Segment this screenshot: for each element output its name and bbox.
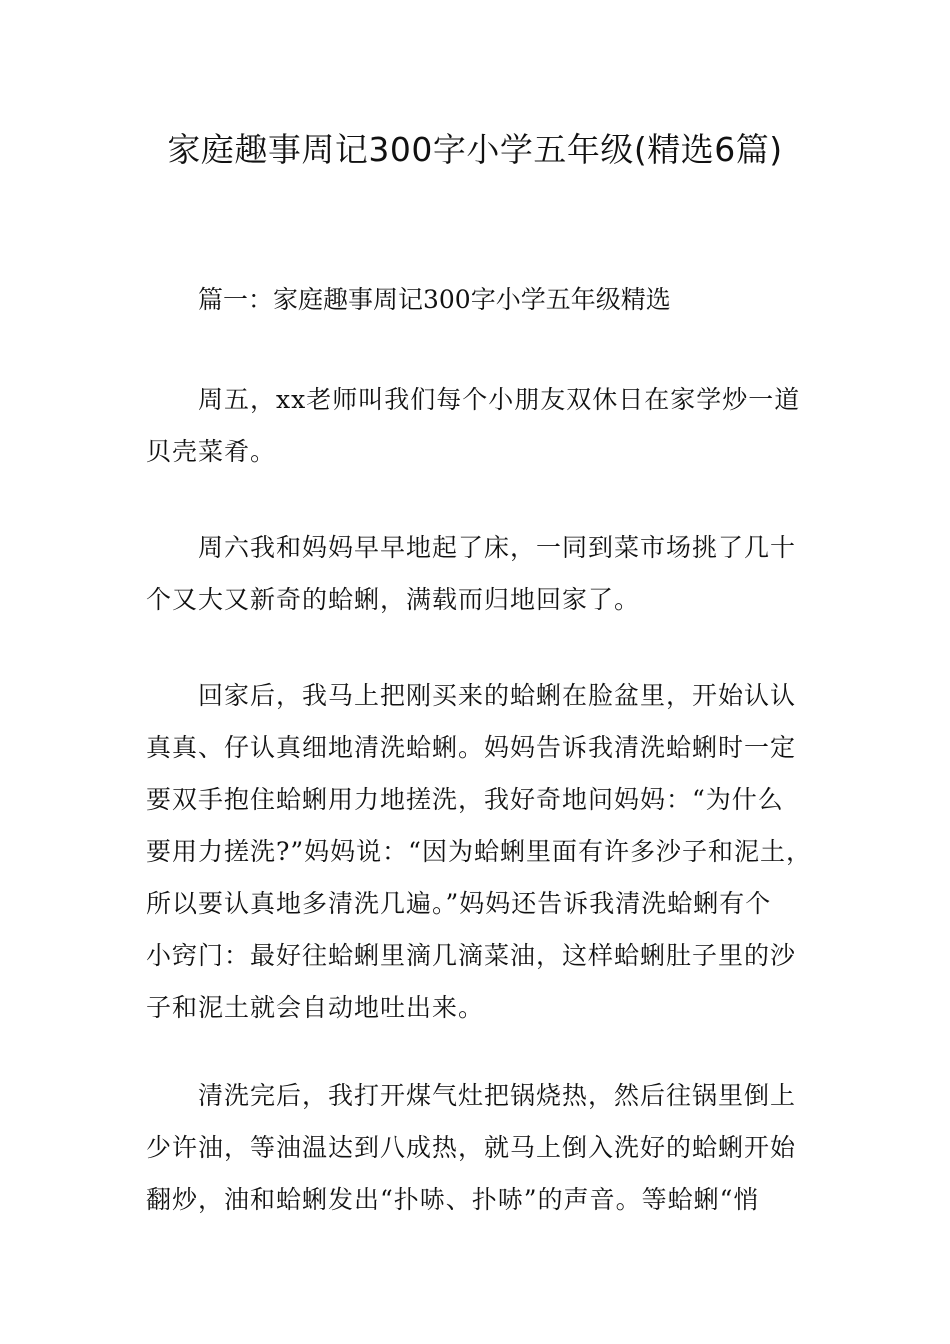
paragraph-line: 要用力搓洗?”妈妈说：“因为蛤蜊里面有许多沙子和泥土， [146, 837, 812, 866]
paragraph-line: 周五，xx老师叫我们每个小朋友双休日在家学炒一道 [198, 385, 801, 414]
paragraph-3 [146, 670, 818, 1034]
paragraph-line: 清洗完后，我打开煤气灶把锅烧热，然后往锅里倒上 [198, 1081, 797, 1110]
paragraph-line: 真真、仔认真细地清洗蛤蜊。妈妈告诉我清洗蛤蜊时一定 [146, 733, 797, 762]
section-heading: 篇一：家庭趣事周记300字小学五年级精选 [198, 285, 671, 314]
paragraph-line: 翻炒，油和蛤蜊发出“扑哧、扑哧”的声音。等蛤蜊“悄 [146, 1185, 760, 1214]
document-title: 家庭趣事周记300字小学五年级(精选6篇) [167, 130, 783, 169]
paragraph-line: 周六我和妈妈早早地起了床，一同到菜市场挑了几十 [198, 533, 797, 562]
paragraph-line: 少许油，等油温达到八成热，就马上倒入洗好的蛤蜊开始 [146, 1133, 797, 1162]
paragraph-line: 要双手抱住蛤蜊用力地搓洗，我好奇地问妈妈：“为什么 [146, 785, 784, 814]
paragraph-1 [146, 374, 818, 478]
paragraph-line: 贝壳菜肴。 [146, 437, 277, 466]
paragraph-line: 个又大又新奇的蛤蜊，满载而归地回家了。 [146, 585, 641, 614]
paragraph-line: 所以要认真地多清洗几遍。”妈妈还告诉我清洗蛤蜊有个 [146, 889, 772, 918]
paragraph-line: 子和泥土就会自动地吐出来。 [146, 993, 485, 1022]
paragraph-2 [146, 522, 818, 626]
paragraph-4 [146, 1070, 818, 1226]
paragraph-line: 回家后，我马上把刚买来的蛤蜊在脸盆里，开始认认 [198, 681, 797, 710]
paragraph-line: 小窍门：最好往蛤蜊里滴几滴菜油，这样蛤蜊肚子里的沙 [146, 941, 797, 970]
